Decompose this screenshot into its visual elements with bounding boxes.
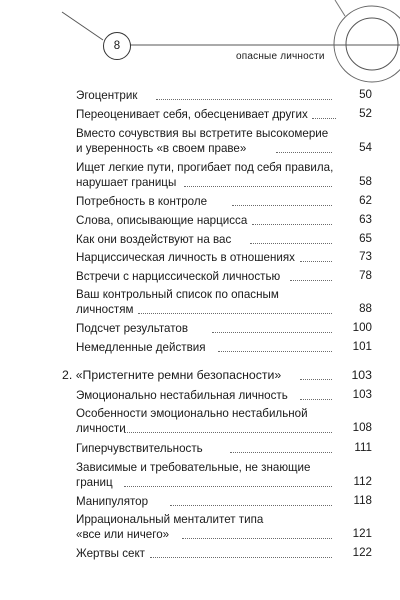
toc-entry-title: Встречи с нарциссической личностью bbox=[76, 270, 281, 283]
toc-entry bbox=[76, 441, 203, 456]
toc-entry bbox=[76, 88, 137, 103]
toc-entry-title-line2: личности bbox=[76, 422, 126, 435]
chapter-title: «Пристегните ремни безопасности» bbox=[75, 368, 282, 382]
dot-leader bbox=[250, 243, 332, 244]
toc-page-number: 121 bbox=[352, 527, 372, 540]
chapter-heading bbox=[62, 368, 281, 383]
toc-entry-title: Зависимые и требовательные, не знающие bbox=[76, 461, 311, 474]
toc-entry-title-line2: и уверенность «в своем праве» bbox=[76, 142, 247, 155]
toc-entry bbox=[76, 340, 205, 355]
toc-entry-title: Гиперчувствительность bbox=[76, 442, 203, 455]
toc-entry bbox=[76, 107, 308, 122]
toc-entry bbox=[76, 213, 247, 228]
toc-entry bbox=[76, 250, 295, 265]
toc-entry bbox=[76, 388, 288, 403]
dot-leader bbox=[124, 486, 332, 487]
toc-entry-title: Потребность в контроле bbox=[76, 195, 208, 208]
toc-entry-title-line2: личностям bbox=[76, 303, 134, 316]
toc-page-number: 88 bbox=[359, 302, 372, 315]
toc-page-number: 54 bbox=[359, 141, 372, 154]
chapter-number: 2. bbox=[62, 368, 73, 382]
toc-entry-title: Переоценивает себя, обесценивает других bbox=[76, 108, 308, 121]
toc-entry-title: Особенности эмоционально нестабильной bbox=[76, 407, 308, 420]
toc-page-number: 100 bbox=[352, 321, 372, 334]
toc-entry bbox=[76, 194, 207, 209]
toc-page-number: 108 bbox=[352, 421, 372, 434]
dot-leader bbox=[182, 538, 332, 539]
toc-entry-title-line2: нарушает границы bbox=[76, 176, 177, 189]
toc-entry-title: Нарциссическая личность в отношениях bbox=[76, 251, 295, 264]
dot-leader bbox=[300, 261, 332, 262]
toc-entry-title: Подсчет результатов bbox=[76, 322, 189, 335]
toc-page-number: 111 bbox=[354, 441, 372, 454]
toc-entry-title: Ваш контрольный список по опасным bbox=[76, 288, 279, 301]
toc-page-number: 112 bbox=[353, 475, 372, 488]
toc-page-number: 73 bbox=[359, 250, 372, 263]
chapter-page-number: 103 bbox=[351, 368, 372, 382]
toc-page-number: 52 bbox=[359, 107, 372, 120]
running-title: опасные личности bbox=[236, 51, 325, 62]
dot-leader bbox=[230, 452, 332, 453]
toc-page-number: 58 bbox=[359, 175, 372, 188]
toc-entry-title: Манипулятор bbox=[76, 495, 149, 508]
toc-page-number: 50 bbox=[359, 88, 372, 101]
toc-page-number: 122 bbox=[352, 546, 372, 559]
page-number: 8 bbox=[103, 32, 131, 60]
dot-leader bbox=[138, 313, 332, 314]
dot-leader bbox=[300, 399, 332, 400]
dot-leader bbox=[300, 379, 332, 380]
toc-page-number: 78 bbox=[359, 269, 372, 282]
toc-page-number: 118 bbox=[353, 494, 372, 507]
dot-leader bbox=[218, 351, 332, 352]
toc-page-number: 62 bbox=[359, 194, 372, 207]
toc-entry-title: Слова, описывающие нарцисса bbox=[76, 214, 248, 227]
toc-entry bbox=[76, 321, 188, 336]
toc-page-number: 63 bbox=[359, 213, 372, 226]
toc-entry-title: Немедленные действия bbox=[76, 341, 206, 354]
dot-leader bbox=[232, 205, 332, 206]
toc-entry-title: Эмоционально нестабильная личность bbox=[76, 389, 288, 402]
dot-leader bbox=[212, 332, 332, 333]
toc-entry-title: Вместо сочувствия вы встретите высокомерие bbox=[76, 127, 329, 140]
dot-leader bbox=[124, 432, 332, 433]
dot-leader bbox=[276, 152, 332, 153]
dot-leader bbox=[156, 99, 332, 100]
toc-entry bbox=[76, 494, 148, 509]
dot-leader bbox=[290, 280, 332, 281]
toc-entry bbox=[76, 269, 280, 284]
toc-entry-title: Как они воздействуют на вас bbox=[76, 233, 232, 246]
dot-leader bbox=[252, 224, 332, 225]
dot-leader bbox=[184, 186, 332, 187]
toc-page-number: 101 bbox=[352, 340, 372, 353]
toc-page-number: 65 bbox=[359, 232, 372, 245]
toc-entry-title-line2: «все или ничего» bbox=[76, 528, 170, 541]
dot-leader bbox=[150, 557, 332, 558]
toc-page-number: 103 bbox=[352, 388, 372, 401]
toc-entry-title: Жертвы сект bbox=[76, 547, 145, 560]
toc-entry-title: Эгоцентрик bbox=[76, 89, 138, 102]
toc-entry bbox=[76, 232, 231, 247]
toc-entry-title: Ищет легкие пути, прогибает под себя правила, bbox=[76, 161, 334, 174]
toc-entry-title: Иррациональный менталитет типа bbox=[76, 513, 264, 526]
toc-entry-title-line2: границ bbox=[76, 476, 113, 489]
dot-leader bbox=[170, 505, 332, 506]
toc-entry bbox=[76, 546, 145, 561]
dot-leader bbox=[312, 118, 336, 119]
